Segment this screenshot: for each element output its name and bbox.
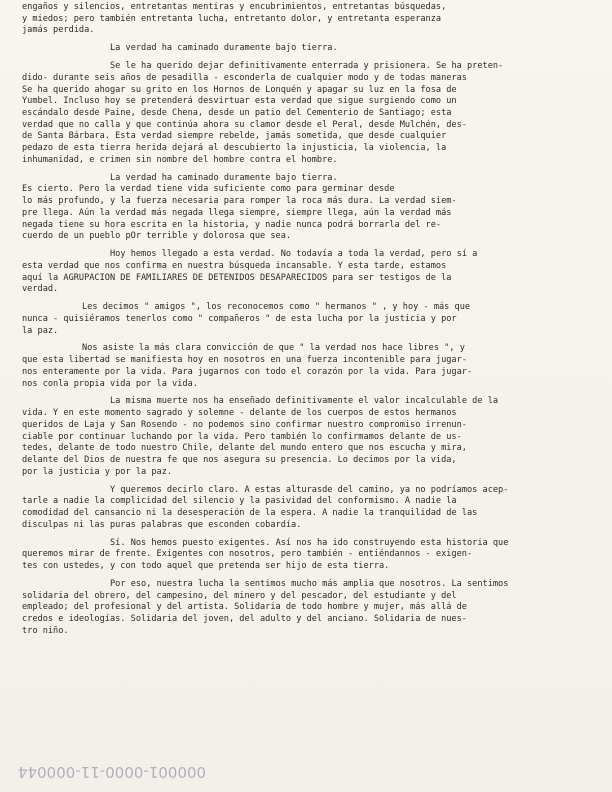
text-line: queremos mirar de frente. Exigentes con nosotros, pero también - entiéndannos - exigen- (22, 549, 473, 560)
text-line: tarle a nadie la complicidad del silencio y la pasividad del conformismo. A nadie la (22, 496, 457, 507)
text-line: Nos asiste la más clara convicción de que " la verdad nos hace libres ", y (82, 343, 465, 354)
paragraph (22, 485, 594, 532)
text-line: pre llega. Aún la verdad más negada llega siempre, siempre llega, aún la verdad más (22, 207, 452, 218)
archive-stamp (18, 762, 218, 788)
text-line: y miedos; pero también entretanta lucha, entretanto dolor, y entretanta esperanza (22, 13, 442, 24)
text-line: Es cierto. Pero la verdad tiene vida suficiente como para germinar desde (22, 184, 395, 195)
text-line: inhumanidad, e crimen sin nombre del hombre contra el hombre. (22, 154, 338, 165)
paragraph (22, 61, 594, 166)
text-line: verdad. (22, 284, 59, 295)
text-line: jamás perdida. (22, 25, 95, 36)
text-line: ciable por continuar luchando por la vida. Pero también lo confirmamos delante de us- (22, 431, 462, 442)
text-line: nunca - quisiéramos tenerlos como " compañeros " de esta lucha por la justicia y por (22, 313, 457, 324)
text-line: Les decimos " amigos ", los reconocemos como " hermanos " , y hoy - más que (82, 302, 471, 313)
text-line: La verdad ha caminado duramente bajo tierra. (110, 172, 338, 183)
paragraph (22, 302, 594, 337)
archive-stamp-number: 000001-0000-11-000044 (18, 763, 207, 781)
paragraph (22, 43, 594, 55)
document-body (22, 2, 594, 644)
text-line: Y queremos decirlo claro. A estas alturasde del camino, ya no podríamos acep- (110, 484, 509, 495)
paragraph (22, 579, 594, 638)
text-line: de Santa Bárbara. Esta verdad siempre rebelde, jamás sometida, que desde cualquier (22, 131, 447, 142)
text-line: que esta libertad se manifiesta hoy en nosotros en una fuerza incontenible para jugar- (22, 355, 467, 366)
text-line: nos enteramente por la vida. Para jugarnos con todo el corazón por la vida. Para jugar- (22, 366, 473, 377)
text-line: Se ha querido ahogar su grito en los Hornos de Lonquén y apagar su luz en la fosa de (22, 84, 457, 95)
text-line: cuerdo de un pueblo pOr terrible y dolorosa que sea. (22, 231, 292, 242)
text-line: Hoy hemos llegado a esta verdad. No todavía a toda la verdad, pero sí a (110, 249, 478, 260)
text-line: tedes, delante de todo nuestro Chile, delante del mundo entero que nos escucha y mira, (22, 443, 467, 454)
text-line: vida. Y en este momento sagrado y solemne - delante de los cuerpos de estos hermanos (22, 408, 457, 419)
text-line: comodidad del cansancio ni la desesperación de la espera. A nadie la tranquilidad de las (22, 507, 478, 518)
text-line: solidaria del obrero, del campesino, del minero y del pescador, del estudiante y del (22, 590, 457, 601)
text-line: la paz. (22, 325, 59, 336)
paragraph (22, 249, 594, 296)
paragraph (22, 538, 594, 573)
text-line: tro niño. (22, 625, 69, 636)
paragraph (22, 396, 594, 478)
text-line: Por eso, nuestra lucha la sentimos mucho más amplia que nosotros. La sentimos (110, 578, 509, 589)
text-line: dido- durante seis años de pesadilla - esconderla de cualquier modo y de todas maneras (22, 72, 467, 83)
text-line: empleado; del profesional y del artista. Solidaria de todo hombre y mujer, más allá de (22, 602, 467, 613)
paragraph (22, 343, 594, 390)
text-line: aquí la AGRUPACION DE FAMILIARES DE DETENIDOS DESAPARECIDOS para ser testigos de la (22, 272, 452, 283)
text-line: tes con ustedes, y con todo aquel que pretenda ser hijo de esta tierra. (22, 560, 390, 571)
paragraph (22, 2, 594, 37)
text-line: delante del Dios de nuestra fe que nos asegura su presencia. Lo decimos por la vida, (22, 454, 457, 465)
text-line: escándalo desde Paine, desde Chena, desde un patio del Cementerio de Santiago; esta (22, 108, 452, 118)
text-line: Sí. Nos hemos puesto exigentes. Así nos ha ido construyendo esta historia que (110, 537, 509, 548)
text-line: Se le ha querido dejar definitivamente enterrada y prisionera. Se ha preten- (110, 61, 504, 72)
text-line: engaños y silencios, entretantas mentiras y encubrimientos, entretantas búsquedas, (22, 2, 447, 12)
text-line: esta verdad que nos confirma en nuestra búsqueda incansable. Y esta tarde, estamos (22, 260, 447, 271)
text-line: La verdad ha caminado duramente bajo tierra. (110, 43, 338, 54)
text-line: La misma muerte nos ha enseñado definitivamente el valor incalculable de la (110, 396, 499, 407)
text-line: pedazo de esta tierra herida dejará al descubierto la injusticia, la violencia, la (22, 143, 447, 154)
text-line: queridos de Laja y San Rosendo - no podemos sino confirmar nuestro compromiso irrenun- (22, 419, 467, 430)
text-line: por la justicia y por la paz. (22, 466, 173, 477)
text-line: lo más profundo, y la fuerza necesaria para romper la roca más dura. La verdad siem- (22, 196, 457, 207)
text-line: verdad que no calla y que continúa ahora su clamor desde el Peral, desde Mulchén, des- (22, 119, 467, 130)
text-line: disculpas ni las puras palabras que esconden cobardía. (22, 519, 302, 530)
text-line: nos conla propia vida por la vida. (22, 378, 198, 389)
text-line: negada tiene su hora escrita en la historia, y nadie nunca podrá borrarla del re- (22, 219, 442, 230)
text-line: credos e ideologías. Solidaria del joven, del adulto y del anciano. Solidaria de nues- (22, 613, 467, 624)
text-line: Yumbel. Incluso hoy se pretenderá desvirtuar esta verdad que sigue surgiendo como un (22, 96, 457, 107)
paragraph (22, 173, 594, 243)
